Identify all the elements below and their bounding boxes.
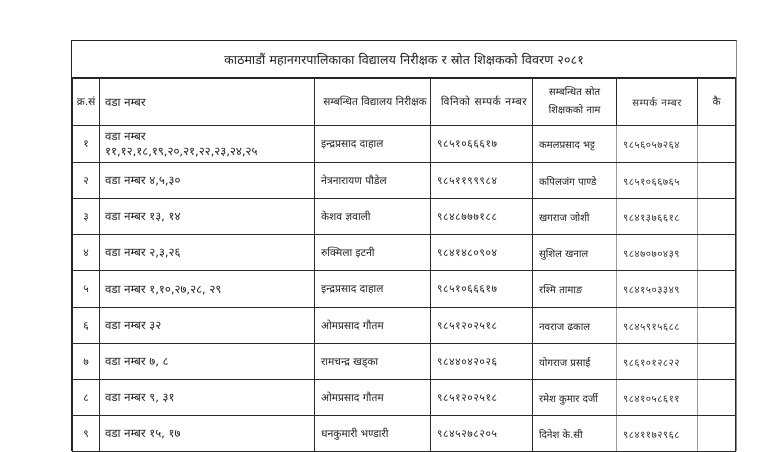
cell-ward-line2: ११,१२,१८,१९,२०,२१,२२,२३,२४,२५	[105, 144, 258, 158]
table-row	[73, 416, 736, 452]
cell-source-teacher: दिनेश के.सी	[533, 416, 617, 452]
table-row	[73, 199, 736, 235]
cell-sn: ६	[73, 308, 100, 344]
cell-sn: २	[73, 163, 100, 199]
cell-inspector: इन्द्रप्रसाद दाहाल	[315, 126, 431, 163]
cell-source-teacher: रश्मि तामाङ	[533, 271, 617, 308]
cell-ward-line1: वडा नम्बर	[105, 129, 146, 143]
cell-sn: ४	[73, 235, 100, 271]
cell-sn: ८	[73, 380, 100, 416]
cell-ward: वडा नम्बर १५, १७	[100, 416, 315, 452]
cell-source-teacher: रमेश कुमार दर्जी	[533, 380, 617, 416]
cell-inspector: नेत्रनारायण पौडेल	[315, 163, 431, 199]
cell-inspector: ओमप्रसाद गौतम	[315, 380, 431, 416]
cell-ward: वडा नम्बर ७, ८	[100, 344, 315, 380]
cell-phone: ९८४१४८०९०४	[431, 235, 533, 271]
cell-extra	[698, 380, 736, 416]
document-title: काठमाडौं महानगरपालिकाका विद्यालय निरीक्षक र स्रोत शिक्षकको विवरण २०८१	[72, 41, 736, 78]
cell-extra	[698, 308, 736, 344]
table-header-row	[73, 79, 736, 126]
cell-inspector: रामचन्द्र खड्का	[315, 344, 431, 380]
cell-source-phone: ९८५६०५७२६४	[617, 126, 698, 163]
cell-ward: वडा नम्बर २,३,२६	[100, 235, 315, 271]
cell-source-phone: ९८४५९१५६८८	[617, 308, 698, 344]
cell-source-teacher: कमलप्रसाद भट्ट	[533, 126, 617, 163]
cell-inspector: इन्द्रप्रसाद दाहाल	[315, 271, 431, 308]
cell-ward: वडा नम्बर १,१०,२७,२८, २९	[100, 271, 315, 308]
cell-inspector: ओमप्रसाद गौतम	[315, 308, 431, 344]
cell-source-teacher: कपिलजंग पाण्डे	[533, 163, 617, 199]
cell-ward	[100, 126, 315, 163]
cell-ward: वडा नम्बर ४,५,३०	[100, 163, 315, 199]
cell-extra	[698, 271, 736, 308]
cell-phone: ९८४८७७७१८८	[431, 199, 533, 235]
cell-ward: वडा नम्बर ३२	[100, 308, 315, 344]
cell-source-teacher: सुशिल खनाल	[533, 235, 617, 271]
header-source-phone: सम्पर्क नम्बर	[617, 79, 698, 126]
cell-source-teacher: नवराज ढकाल	[533, 308, 617, 344]
cell-source-phone: ९८४१०५८६११	[617, 380, 698, 416]
cell-phone: ९८४५२७८२०५	[431, 416, 533, 452]
cell-phone: ९८५१०६६६१७	[431, 271, 533, 308]
cell-extra	[698, 163, 736, 199]
table-row	[73, 235, 736, 271]
cell-inspector: रुक्मिला इटनी	[315, 235, 431, 271]
table-row	[73, 163, 736, 199]
cell-source-teacher: खगराज जोशी	[533, 199, 617, 235]
header-extra: कै	[698, 79, 736, 126]
cell-sn: १	[73, 126, 100, 163]
header-ward: वडा नम्बर	[100, 79, 315, 126]
table-row	[73, 271, 736, 308]
cell-sn: ३	[73, 199, 100, 235]
cell-source-phone: ९८५१०६६७६५	[617, 163, 698, 199]
cell-extra	[698, 235, 736, 271]
cell-source-phone: ९८६१०१२८२२	[617, 344, 698, 380]
header-source-teacher: सम्बन्धित स्रोत शिक्षकको नाम	[533, 79, 617, 126]
cell-sn: ५	[73, 271, 100, 308]
cell-sn: ९	[73, 416, 100, 452]
table-row	[73, 126, 736, 163]
cell-inspector: धनकुमारी भण्डारी	[315, 416, 431, 452]
document-sheet	[71, 40, 737, 451]
cell-source-phone: ९८४१३७६६१८	[617, 199, 698, 235]
cell-source-phone: ९८४७०७०४३९	[617, 235, 698, 271]
cell-phone: ९८५१२०२५१८	[431, 380, 533, 416]
cell-inspector: केशव ज्ञवाली	[315, 199, 431, 235]
cell-sn: ७	[73, 344, 100, 380]
cell-phone: ९८४४०४२०२६	[431, 344, 533, 380]
table-row	[73, 308, 736, 344]
cell-source-phone: ९८४११७२९६८	[617, 416, 698, 452]
cell-phone: ९८५११९९९८४	[431, 163, 533, 199]
cell-ward: वडा नम्बर १३, १४	[100, 199, 315, 235]
cell-phone: ९८५१०६६६१७	[431, 126, 533, 163]
cell-ward: वडा नम्बर ९, ३१	[100, 380, 315, 416]
cell-source-phone: ९८४१५०३३४९	[617, 271, 698, 308]
header-sn: क्र.सं	[73, 79, 100, 126]
header-inspector: सम्बन्धित विद्यालय निरीक्षक	[315, 79, 431, 126]
cell-phone: ९८५१२०२५१८	[431, 308, 533, 344]
cell-extra	[698, 416, 736, 452]
inspector-table	[72, 78, 736, 452]
table-row	[73, 380, 736, 416]
cell-extra	[698, 126, 736, 163]
cell-source-teacher: योगराज प्रसाई	[533, 344, 617, 380]
table-row	[73, 344, 736, 380]
header-inspector-phone: विनिको सम्पर्क नम्बर	[431, 79, 533, 126]
cell-extra	[698, 344, 736, 380]
cell-extra	[698, 199, 736, 235]
